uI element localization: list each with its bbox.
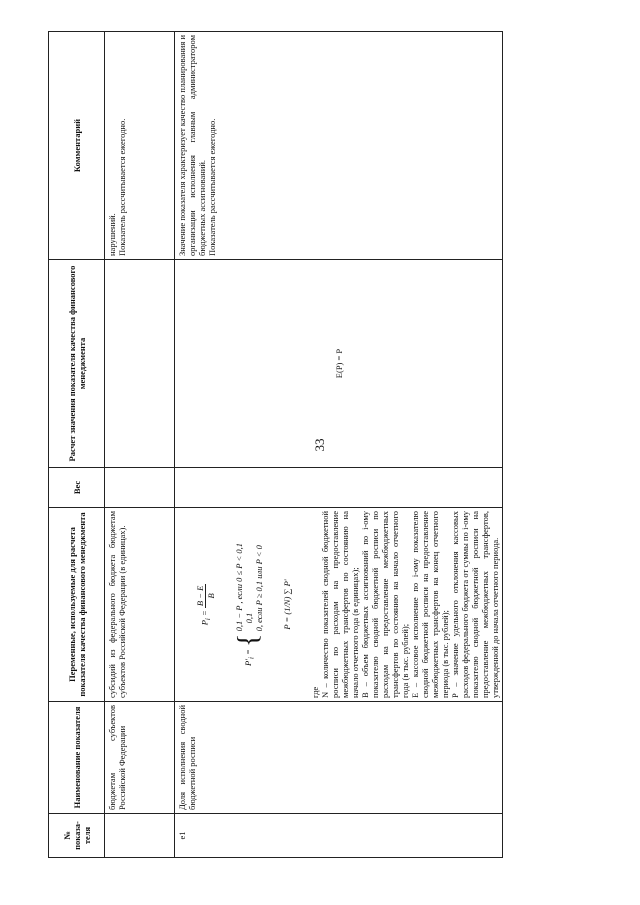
variable-description-2: B – объем бюджетных ассигнований по i-ому показателю сводной бюджетной росписи по расходам на предоставление межбюджетных трансфертов по состоянию на начало отчетного года (в тыс. рублей);	[360, 511, 410, 698]
variable-description-1: N – количество показателей сводной бюджетной росписи по расходам на предоставление межбюджетных трансфертов по состоянию на начало отчетного года (в единицах);	[320, 511, 360, 698]
header-comment: Комментарий	[49, 32, 105, 260]
variable-description-4: P – значение удельного отклонения кассовых расходов федерального бюджета от суммы по i-ому показателю сводной бюджетной росписи на предоставление межбюджетных трансфертов, утвержденной до начала отчетного периода.	[450, 511, 500, 698]
row1-comment-line-2: Показатель рассчитывается ежегодно.	[117, 118, 127, 256]
formula-case-1: 0,1 − P , если 0 ≤ P < 0,1	[234, 543, 244, 632]
row1-name: бюджетам субъектов Российской Федерации	[105, 702, 175, 814]
formula-pi-prime: $P'_i$ = { 0,1 − P , если 0 ≤ P < 0,1 0,1 0, если P ≥ 0,1 или P < 0	[233, 543, 264, 666]
row2-comment-line-2: Показатель рассчитывается ежегодно.	[207, 118, 217, 256]
row1-num	[105, 814, 175, 858]
header-calc: Расчет значения показателя качества финансового менеджмента	[49, 260, 105, 468]
row1-calc	[105, 260, 175, 468]
row2-calc: E(P) = P	[175, 260, 503, 468]
row1-comment-line-1: нарушений.	[107, 213, 117, 256]
header-num: № показа-теля	[49, 814, 105, 858]
row2-comment	[175, 32, 503, 260]
formula-case-1-denominator: 0,1	[244, 612, 254, 624]
variable-description-3: E – кассовое исполнение по i-ому показателю сводной бюджетной росписи на предоставление межбюджетных трансфертов на конец отчетного периода (в тыс. рублей);	[410, 511, 450, 698]
table-row	[105, 32, 175, 858]
table-row	[175, 32, 503, 858]
header-name: Наименование показателя	[49, 702, 105, 814]
row2-variables	[175, 508, 503, 702]
row2-name: Доля исполнения сводной бюджетной росписи	[175, 702, 503, 814]
page-number: 33	[312, 438, 327, 452]
row1-weight	[105, 468, 175, 508]
formula-pi-fraction: B − E B	[195, 585, 216, 607]
row2-num: e1	[175, 814, 503, 858]
formula-p-sum: P = (1/N) ∑ P'	[282, 579, 292, 630]
row1-comment	[105, 32, 175, 260]
header-variables: Переменные, используемые для расчета показателя качества финансового менеджмента	[49, 508, 105, 702]
row2-weight	[175, 468, 503, 508]
table-header-row	[49, 32, 105, 858]
rotated-table-container	[48, 32, 500, 858]
row1-variables: субсидий из федерального бюджета бюджетам субъектов Российской Федерации (в единицах).	[105, 508, 175, 702]
where-label: где	[310, 686, 320, 698]
formula-case-2: 0, если P ≥ 0,1 или P < 0	[254, 545, 264, 632]
row2-comment-line-1: Значение показателя характеризует качество планирования и организации исполнения главным администратором бюджетных ассигнований.	[177, 35, 207, 256]
formula-pi: $P_i$ = B − E B	[195, 585, 216, 626]
indicator-table	[48, 31, 503, 858]
header-weight: Вес	[49, 468, 105, 508]
